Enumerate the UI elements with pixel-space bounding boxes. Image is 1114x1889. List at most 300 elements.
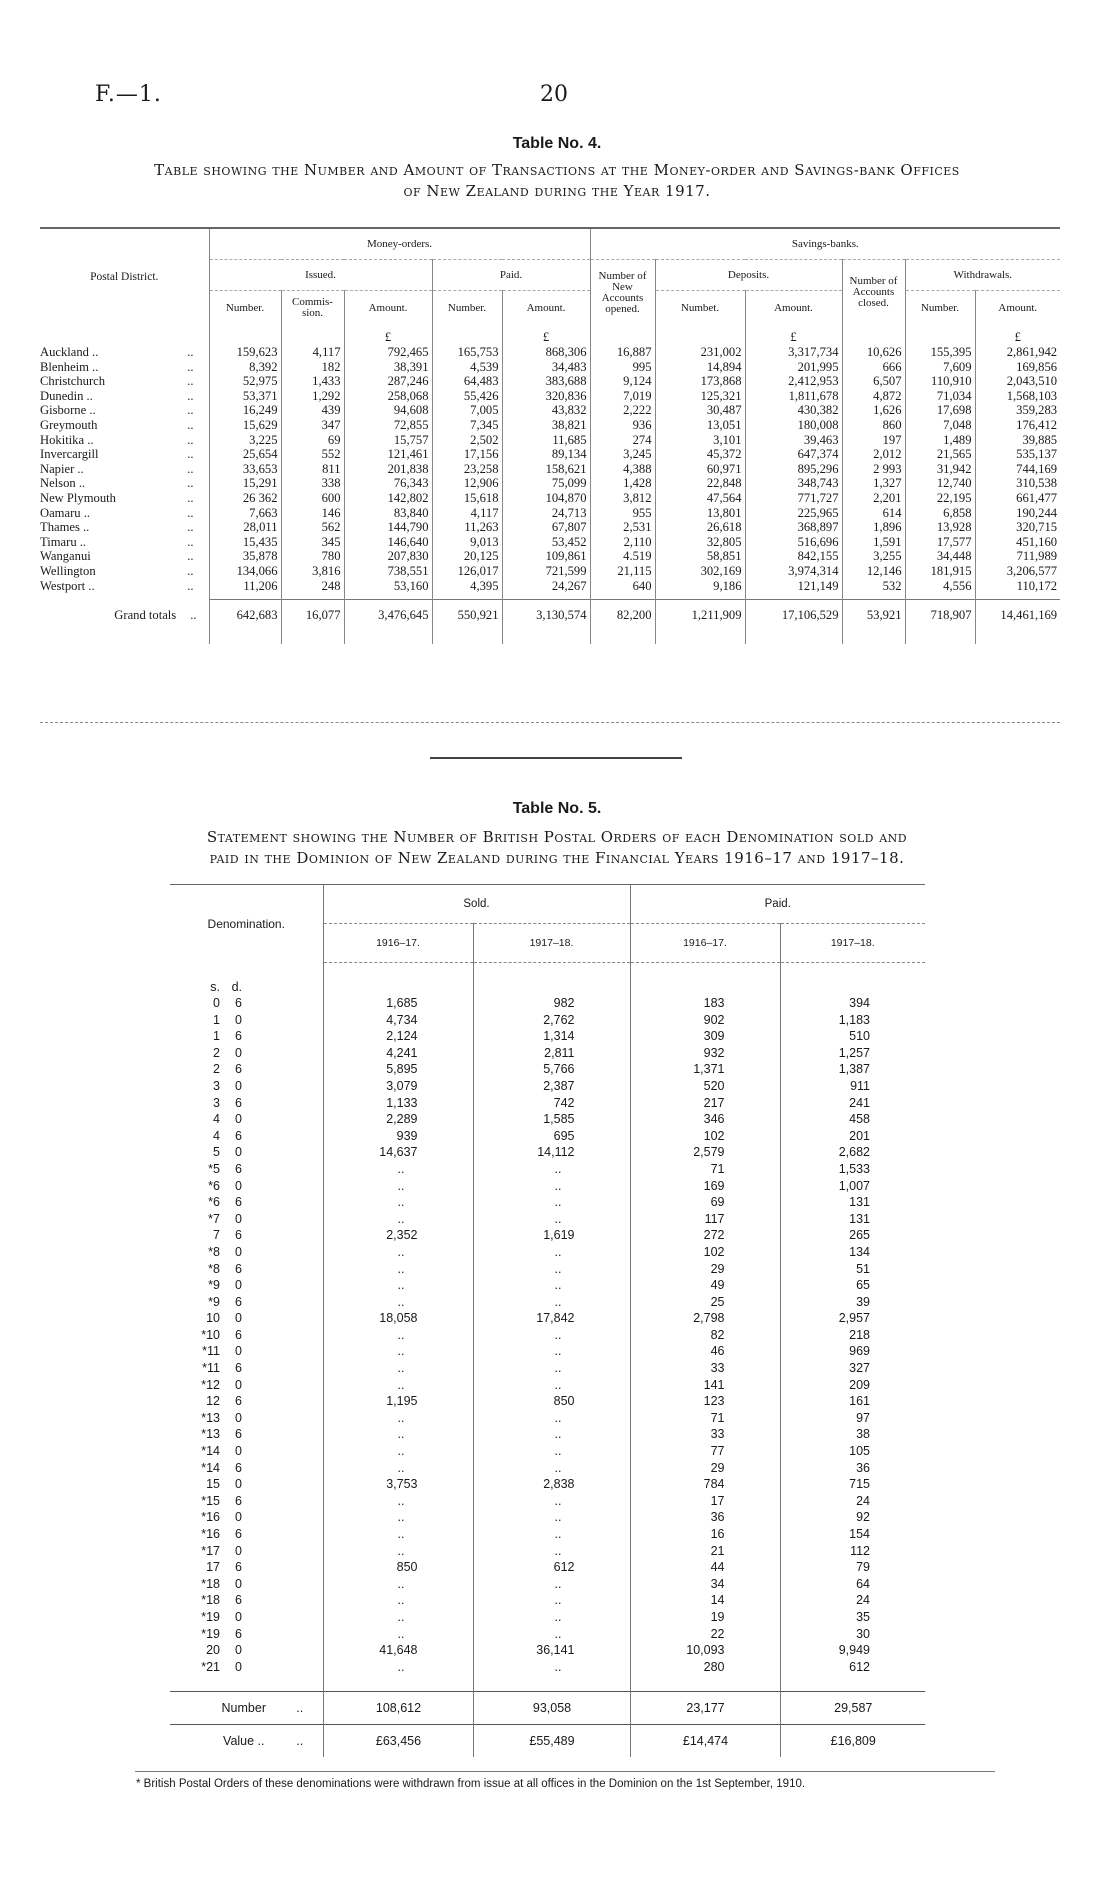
issued-amount-cell: 83,840 [344, 506, 432, 521]
paid-1916-cell: 102 [630, 1244, 780, 1261]
denomination-cell [170, 1161, 323, 1178]
deposit-number-cell: 60,971 [655, 462, 745, 477]
sold-1917-cell: .. [473, 1626, 630, 1643]
paid-1916-cell: 123 [630, 1393, 780, 1410]
shillings: 20 [206, 1643, 220, 1658]
header-deposit-amount: Amount. [745, 291, 842, 326]
paid-1917-cell: 134 [780, 1244, 925, 1261]
deposit-number-cell: 26,618 [655, 520, 745, 535]
pence: 0 [235, 1410, 242, 1425]
denomination-cell [170, 1194, 323, 1211]
paid-number-cell: 7,005 [432, 403, 502, 418]
withdrawal-amount-cell: 744,169 [975, 462, 1060, 477]
commission-cell: 345 [281, 535, 344, 550]
deposit-amount-cell: 225,965 [745, 506, 842, 521]
issued-amount-cell: 72,855 [344, 418, 432, 433]
paid-number-cell: 2,502 [432, 433, 502, 448]
sold-1917-cell: .. [473, 1592, 630, 1609]
pence: 6 [235, 1527, 242, 1541]
footnote: * British Postal Orders of these denominations were withdrawn from issue at all offices in the Dominion on the 1st September, 1910. [136, 1778, 806, 1790]
value-row: Value .. .. £63,456 £55,489 £14,474 £16,809 [170, 1725, 925, 1758]
header-paid-1916-17: 1916–17. [630, 924, 780, 963]
paid-amount-cell: 11,685 [502, 433, 590, 448]
closed-cell: 1,896 [842, 520, 905, 535]
withdrawal-number-cell: 7,609 [905, 360, 975, 375]
paid-1916-cell: 34 [630, 1576, 780, 1593]
paid-1916-cell: 25 [630, 1294, 780, 1311]
sold-1916-cell: .. [323, 1493, 473, 1510]
table-row [170, 1626, 925, 1643]
table5-postal-orders [170, 884, 925, 1757]
paid-1916-cell: 346 [630, 1111, 780, 1128]
pence: 6 [235, 1261, 242, 1276]
sold-1917-cell: 1,619 [473, 1227, 630, 1244]
table-row [170, 1144, 925, 1161]
sold-1916-cell: 4,734 [323, 1012, 473, 1029]
shillings: 1 [213, 1029, 220, 1044]
unit-shillings: s. [210, 979, 220, 994]
unit-pence: d. [231, 979, 242, 994]
paid-1917-cell: 2,957 [780, 1310, 925, 1327]
issued-number-cell: 7,663 [209, 506, 281, 521]
withdrawal-amount-cell: 110,172 [975, 579, 1060, 594]
paid-1917-cell: 201 [780, 1128, 925, 1145]
total-commission: 16,077 [281, 600, 344, 631]
sold-1916-cell: .. [323, 1592, 473, 1609]
table-row [170, 1211, 925, 1228]
number-sold-1916: 108,612 [323, 1692, 473, 1725]
table-row [170, 1012, 925, 1029]
table-row [40, 520, 1060, 535]
leader-dots: .. [187, 490, 194, 505]
pence: 6 [235, 1394, 242, 1409]
denomination-cell [170, 1626, 323, 1643]
paid-number-cell: 4,539 [432, 360, 502, 375]
paid-1917-cell: 209 [780, 1377, 925, 1394]
paid-1917-cell: 112 [780, 1543, 925, 1560]
paid-1917-cell: 65 [780, 1277, 925, 1294]
issued-number-cell: 134,066 [209, 564, 281, 579]
shillings: *14 [201, 1460, 220, 1475]
issued-amount-cell: 76,343 [344, 476, 432, 491]
sold-1917-cell: 742 [473, 1095, 630, 1112]
leader-dots: .. [187, 476, 194, 491]
commission-cell: 780 [281, 549, 344, 564]
issued-amount-cell: 142,802 [344, 491, 432, 506]
issued-number-cell: 28,011 [209, 520, 281, 535]
withdrawal-amount-cell: 661,477 [975, 491, 1060, 506]
sold-1917-cell: 14,112 [473, 1144, 630, 1161]
sold-1917-cell: 36,141 [473, 1642, 630, 1659]
new-accounts-cell: 2,110 [590, 535, 655, 550]
shillings: 2 [213, 1062, 220, 1077]
shillings: 3 [213, 1078, 220, 1093]
paid-1916-cell: 49 [630, 1277, 780, 1294]
header-deposit-number: Numbet. [655, 291, 745, 326]
denomination-cell [170, 1111, 323, 1128]
table-row [170, 1410, 925, 1427]
shillings: *6 [208, 1195, 220, 1210]
deposit-amount-cell: 201,995 [745, 360, 842, 375]
paid-1917-cell: 327 [780, 1360, 925, 1377]
leader-dots: .. [187, 447, 194, 462]
sold-1916-cell: .. [323, 1626, 473, 1643]
deposit-number-cell: 13,801 [655, 506, 745, 521]
leader-dots: .. [187, 563, 194, 578]
paid-amount-cell: 109,861 [502, 549, 590, 564]
pence: 6 [235, 996, 242, 1010]
paid-1916-cell: 21 [630, 1543, 780, 1560]
issued-number-cell: 35,878 [209, 549, 281, 564]
deposit-number-cell: 47,564 [655, 491, 745, 506]
district-name: Gisborne .. [40, 403, 96, 418]
table-row [40, 476, 1060, 491]
issued-number-cell: 15,629 [209, 418, 281, 433]
district-name: Wellington [40, 563, 96, 578]
sold-1916-cell: .. [323, 1443, 473, 1460]
withdrawal-number-cell: 110,910 [905, 374, 975, 389]
issued-number-cell: 159,623 [209, 345, 281, 360]
sold-1916-cell: .. [323, 1410, 473, 1427]
pence: 6 [235, 1593, 242, 1608]
paid-amount-cell: 24,713 [502, 506, 590, 521]
shillings: *6 [208, 1178, 220, 1193]
sold-1916-cell: 1,685 [323, 995, 473, 1012]
pence: 6 [235, 1327, 242, 1342]
issued-amount-cell: 287,246 [344, 374, 432, 389]
withdrawal-amount-cell: 359,283 [975, 403, 1060, 418]
withdrawal-amount-cell: 320,715 [975, 520, 1060, 535]
shillings: *18 [201, 1576, 220, 1591]
table-row [170, 1526, 925, 1543]
commission-cell: 347 [281, 418, 344, 433]
deposit-amount-cell: 348,743 [745, 476, 842, 491]
pence: 0 [235, 1211, 242, 1226]
deposit-number-cell: 58,851 [655, 549, 745, 564]
denomination-cell [170, 1426, 323, 1443]
sold-1916-cell: 18,058 [323, 1310, 473, 1327]
denomination-cell [170, 1061, 323, 1078]
deposit-amount-cell: 430,382 [745, 403, 842, 418]
table-row [170, 1294, 925, 1311]
paid-1917-cell: 969 [780, 1343, 925, 1360]
commission-cell: 146 [281, 506, 344, 521]
paid-number-cell: 12,906 [432, 476, 502, 491]
table-row [170, 1095, 925, 1112]
paid-1916-cell: 2,579 [630, 1144, 780, 1161]
sold-1917-cell: .. [473, 1609, 630, 1626]
paid-1916-cell: 17 [630, 1493, 780, 1510]
district-cell [40, 447, 209, 462]
sold-1916-cell: .. [323, 1509, 473, 1526]
sold-1917-cell: .. [473, 1327, 630, 1344]
paid-1916-cell: 29 [630, 1261, 780, 1278]
paid-1916-cell: 117 [630, 1211, 780, 1228]
paid-1916-cell: 36 [630, 1509, 780, 1526]
header-withdrawals: Withdrawals. [905, 260, 1060, 291]
sold-1917-cell: 1,585 [473, 1111, 630, 1128]
leader-dots: .. [187, 374, 194, 389]
district-cell [40, 345, 209, 360]
header-paid-amount: Amount. [502, 291, 590, 326]
header-new-accounts: Number of New Accounts opened. [590, 260, 655, 326]
sold-1917-cell: .. [473, 1277, 630, 1294]
sold-1916-cell: .. [323, 1543, 473, 1560]
table-row [170, 1509, 925, 1526]
header-sold-1917-18: 1917–18. [473, 924, 630, 963]
table4-title: Table No. 4. [512, 135, 602, 152]
total-withdrawal-number: 718,907 [905, 600, 975, 631]
deposit-amount-cell: 771,727 [745, 491, 842, 506]
table-row [170, 1377, 925, 1394]
new-accounts-cell: 640 [590, 579, 655, 594]
currency-symbol: £ [975, 325, 1060, 345]
table4-subtitle-line1: Table showing the Number and Amount of Transactions at the Money-order and Savings-bank Offices [154, 161, 960, 179]
pence: 6 [235, 1029, 242, 1044]
sold-1917-cell: .. [473, 1360, 630, 1377]
closed-cell: 666 [842, 360, 905, 375]
table-row [170, 1659, 925, 1676]
table-row [170, 1261, 925, 1278]
header-paid: Paid. [432, 260, 590, 291]
header-paid-1917-18: 1917–18. [780, 924, 925, 963]
paid-1916-cell: 102 [630, 1128, 780, 1145]
table5-bottom-rule [135, 1771, 995, 1772]
header-paid-number: Number. [432, 291, 502, 326]
paid-1917-cell: 1,257 [780, 1045, 925, 1062]
sold-1916-cell: .. [323, 1261, 473, 1278]
sold-1917-cell: .. [473, 1244, 630, 1261]
paid-1917-cell: 92 [780, 1509, 925, 1526]
paid-1916-cell: 44 [630, 1559, 780, 1576]
deposit-number-cell: 9,186 [655, 579, 745, 594]
district-cell [40, 418, 209, 433]
denomination-cell [170, 1659, 323, 1676]
district-name: New Plymouth [40, 490, 116, 505]
district-cell [40, 549, 209, 564]
commission-cell: 3,816 [281, 564, 344, 579]
pence: 6 [235, 1493, 242, 1508]
paid-1916-cell: 2,798 [630, 1310, 780, 1327]
paid-1916-cell: 29 [630, 1460, 780, 1477]
paid-1917-cell: 51 [780, 1261, 925, 1278]
header-savings-banks: Savings-banks. [590, 228, 1060, 260]
deposit-number-cell: 45,372 [655, 447, 745, 462]
deposit-amount-cell: 516,696 [745, 535, 842, 550]
sold-1916-cell: .. [323, 1343, 473, 1360]
sold-1917-cell: .. [473, 1161, 630, 1178]
paid-1917-cell: 9,949 [780, 1642, 925, 1659]
denomination-cell [170, 1244, 323, 1261]
sold-1917-cell: .. [473, 1211, 630, 1228]
commission-cell: 439 [281, 403, 344, 418]
denomination-cell [170, 1144, 323, 1161]
pence: 6 [235, 1361, 242, 1376]
sold-1917-cell: 982 [473, 995, 630, 1012]
issued-amount-cell: 94,608 [344, 403, 432, 418]
header-issued-amount: Amount. [344, 291, 432, 326]
sold-1916-cell: .. [323, 1161, 473, 1178]
denomination-cell [170, 1294, 323, 1311]
paid-1917-cell: 30 [780, 1626, 925, 1643]
issued-number-cell: 33,653 [209, 462, 281, 477]
denomination-cell [170, 1559, 323, 1576]
sold-1917-cell: .. [473, 1493, 630, 1510]
paid-amount-cell: 38,821 [502, 418, 590, 433]
sold-1917-cell: .. [473, 1576, 630, 1593]
denomination-cell [170, 1095, 323, 1112]
pence: 6 [235, 1228, 242, 1243]
deposit-number-cell: 302,169 [655, 564, 745, 579]
sold-1917-cell: .. [473, 1377, 630, 1394]
table-row [170, 1360, 925, 1377]
leader-dots: .. [187, 359, 194, 374]
table-row [40, 360, 1060, 375]
sold-1916-cell: 2,352 [323, 1227, 473, 1244]
shillings: *9 [208, 1278, 220, 1293]
sold-1916-cell: .. [323, 1294, 473, 1311]
leader-dots: .. [190, 607, 197, 622]
issued-amount-cell: 15,757 [344, 433, 432, 448]
table-row [170, 1576, 925, 1593]
issued-amount-cell: 258,068 [344, 389, 432, 404]
table-row [40, 491, 1060, 506]
shillings: 2 [213, 1045, 220, 1060]
value-sold-1917: £55,489 [473, 1725, 630, 1758]
shillings: 1 [213, 1012, 220, 1027]
paid-1916-cell: 932 [630, 1045, 780, 1062]
leader-dots: .. [187, 345, 194, 359]
table-row [170, 1061, 925, 1078]
paid-1917-cell: 241 [780, 1095, 925, 1112]
pence: 0 [235, 1278, 242, 1293]
closed-cell: 4,872 [842, 389, 905, 404]
paid-amount-cell: 67,807 [502, 520, 590, 535]
shillings: *13 [201, 1427, 220, 1442]
paid-1917-cell: 105 [780, 1443, 925, 1460]
shillings: *5 [208, 1161, 220, 1176]
paid-amount-cell: 75,099 [502, 476, 590, 491]
issued-amount-cell: 38,391 [344, 360, 432, 375]
leader-dots: .. [187, 534, 194, 549]
header-issued-number: Number. [209, 291, 281, 326]
commission-cell: 182 [281, 360, 344, 375]
new-accounts-cell: 274 [590, 433, 655, 448]
issued-number-cell: 26 362 [209, 491, 281, 506]
deposit-number-cell: 173,868 [655, 374, 745, 389]
issued-amount-cell: 201,838 [344, 462, 432, 477]
closed-cell: 532 [842, 579, 905, 594]
withdrawal-amount-cell: 169,856 [975, 360, 1060, 375]
paid-1917-cell: 39 [780, 1294, 925, 1311]
issued-amount-cell: 146,640 [344, 535, 432, 550]
table-row [170, 1194, 925, 1211]
new-accounts-cell: 936 [590, 418, 655, 433]
header-sold-1916-17: 1916–17. [323, 924, 473, 963]
commission-cell: 811 [281, 462, 344, 477]
paid-1916-cell: 19 [630, 1609, 780, 1626]
leader-dots: .. [187, 388, 194, 403]
withdrawal-number-cell: 13,928 [905, 520, 975, 535]
leader-dots: .. [187, 417, 194, 432]
new-accounts-cell: 3,812 [590, 491, 655, 506]
sold-1916-cell: .. [323, 1526, 473, 1543]
sold-1916-cell: .. [323, 1244, 473, 1261]
withdrawal-number-cell: 22,195 [905, 491, 975, 506]
pence: 0 [235, 1543, 242, 1558]
withdrawal-number-cell: 17,577 [905, 535, 975, 550]
number-row-label: Number [221, 1701, 266, 1716]
denomination-cell [170, 995, 323, 1012]
sold-1916-cell: .. [323, 1178, 473, 1195]
sold-1916-cell: .. [323, 1576, 473, 1593]
sold-1916-cell: .. [323, 1609, 473, 1626]
district-cell [40, 462, 209, 477]
sold-1916-cell: 850 [323, 1559, 473, 1576]
district-name: Oamaru .. [40, 505, 91, 520]
currency-symbol: £ [344, 325, 432, 345]
table-row [40, 418, 1060, 433]
header-paid: Paid. [630, 885, 925, 924]
paid-amount-cell: 34,483 [502, 360, 590, 375]
sold-1916-cell: 1,133 [323, 1095, 473, 1112]
withdrawal-amount-cell: 711,989 [975, 549, 1060, 564]
paid-amount-cell: 721,599 [502, 564, 590, 579]
issued-number-cell: 53,371 [209, 389, 281, 404]
closed-cell: 614 [842, 506, 905, 521]
paid-1916-cell: 33 [630, 1426, 780, 1443]
pence: 6 [235, 1460, 242, 1475]
paid-amount-cell: 158,621 [502, 462, 590, 477]
district-name: Auckland .. [40, 345, 99, 359]
district-cell [40, 535, 209, 550]
withdrawal-amount-cell: 2,861,942 [975, 345, 1060, 360]
issued-number-cell: 3,225 [209, 433, 281, 448]
table-row [170, 1111, 925, 1128]
paid-amount-cell: 43,832 [502, 403, 590, 418]
withdrawal-number-cell: 12,740 [905, 476, 975, 491]
pence: 6 [235, 1195, 242, 1210]
denomination-cell [170, 1576, 323, 1593]
leader-dots: .. [187, 520, 194, 535]
pence: 6 [235, 1128, 242, 1143]
table-row [170, 1227, 925, 1244]
pence: 0 [235, 1659, 242, 1674]
pence: 0 [235, 1078, 242, 1093]
deposit-amount-cell: 895,296 [745, 462, 842, 477]
paid-1917-cell: 394 [780, 995, 925, 1012]
commission-cell: 4,117 [281, 345, 344, 360]
value-paid-1916: £14,474 [630, 1725, 780, 1758]
total-withdrawal-amount: 14,461,169 [975, 600, 1060, 631]
district-cell [40, 520, 209, 535]
pence: 0 [235, 1012, 242, 1027]
deposit-number-cell: 22,848 [655, 476, 745, 491]
pence: 6 [235, 1062, 242, 1077]
denomination-cell [170, 1609, 323, 1626]
value-paid-1917: £16,809 [780, 1725, 925, 1758]
header-sold: Sold. [323, 885, 630, 924]
paid-number-cell: 55,426 [432, 389, 502, 404]
withdrawal-amount-cell: 535,137 [975, 447, 1060, 462]
shillings: *8 [208, 1261, 220, 1276]
pence: 0 [235, 1112, 242, 1127]
denomination-cell [170, 1227, 323, 1244]
commission-cell: 248 [281, 579, 344, 594]
issued-number-cell: 15,435 [209, 535, 281, 550]
new-accounts-cell: 4,388 [590, 462, 655, 477]
sold-1917-cell: 850 [473, 1393, 630, 1410]
